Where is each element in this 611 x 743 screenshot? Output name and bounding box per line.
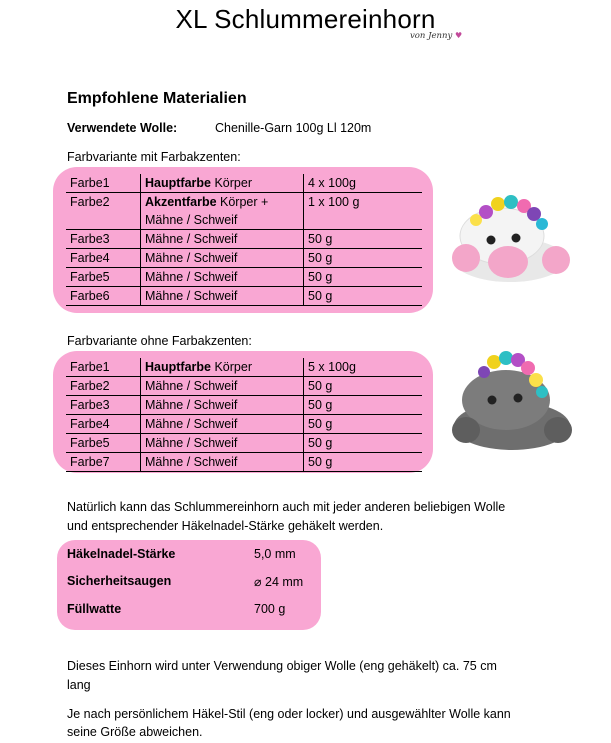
table-row [66, 434, 422, 453]
usage-cell [141, 230, 304, 249]
usage-cell [141, 268, 304, 287]
wool-value: Chenille-Garn 100g Ll 120m [215, 121, 372, 135]
usage-cell [141, 415, 304, 434]
usage-cell [141, 396, 304, 415]
usage-text: Mähne / Schweif [145, 455, 238, 469]
table-row [66, 453, 422, 472]
farbe-cell: Farbe4 [66, 249, 141, 268]
farbe-cell: Farbe1 [66, 174, 141, 193]
usage-text: Mähne / Schweif [145, 289, 238, 303]
table-row [66, 193, 422, 230]
usage-text: Mähne / Schweif [145, 436, 238, 450]
unicorn-grey-photo [446, 338, 574, 466]
usage-text: Körper [210, 176, 252, 190]
amount-cell: 50 g [304, 434, 423, 453]
usage-text: Mähne / Schweif [145, 398, 238, 412]
usage-bold: Hauptfarbe [145, 176, 211, 190]
usage-text: Körper + [216, 195, 269, 209]
footer-p1-line2: lang [67, 678, 91, 692]
note-line1: Natürlich kann das Schlummereinhorn auch mit jeder anderen beliebigen Wolle [67, 500, 506, 514]
table-row [66, 358, 422, 377]
tool-label: Häkelnadel-Stärke [67, 547, 176, 561]
footer-p1-line1: Dieses Einhorn wird unter Verwendung obiger Wolle (eng gehäkelt) ca. 75 cm [67, 659, 497, 673]
amount-cell: 50 g [304, 249, 423, 268]
usage-cell [141, 358, 304, 377]
usage-cell [141, 249, 304, 268]
amount-cell: 5 x 100g [304, 358, 423, 377]
usage-text: Körper [210, 360, 252, 374]
usage-cell [141, 174, 304, 193]
farbe-cell: Farbe3 [66, 230, 141, 249]
page-title: XL Schlummereinhorn [175, 4, 436, 34]
amount-cell: 1 x 100 g [304, 193, 423, 230]
tool-value: 5,0 mm [254, 547, 296, 561]
note-line2: und entsprechender Häkelnadel-Stärke gehäkelt werden. [67, 519, 384, 533]
usage-bold: Hauptfarbe [145, 360, 211, 374]
usage-bold: Akzentfarbe [145, 195, 217, 209]
usage-cell [141, 434, 304, 453]
amount-cell: 50 g [304, 396, 423, 415]
table-row [66, 396, 422, 415]
amount-cell: 50 g [304, 453, 423, 472]
author-signature: von Jenny ♥ [410, 31, 463, 41]
usage-cell [141, 377, 304, 396]
wool-label: Verwendete Wolle: [67, 121, 178, 135]
farbe-cell: Farbe7 [66, 453, 141, 472]
table-row [66, 287, 422, 306]
table-row [66, 249, 422, 268]
amount-cell: 50 g [304, 415, 423, 434]
amount-cell: 50 g [304, 377, 423, 396]
farbe-cell: Farbe2 [66, 193, 141, 230]
usage-text-line2: Mähne / Schweif [145, 213, 238, 227]
footer-p2-line1: Je nach persönlichem Häkel-Stil (eng oder locker) und ausgewählter Wolle kann [67, 707, 511, 721]
variant2-table [66, 358, 422, 472]
usage-text: Mähne / Schweif [145, 379, 238, 393]
variant2-caption: Farbvariante ohne Farbakzenten: [67, 334, 252, 348]
farbe-cell: Farbe5 [66, 268, 141, 287]
variant1-caption: Farbvariante mit Farbakzenten: [67, 150, 241, 164]
amount-cell: 50 g [304, 268, 423, 287]
farbe-cell: Farbe6 [66, 287, 141, 306]
table-row [66, 230, 422, 249]
farbe-cell: Farbe4 [66, 415, 141, 434]
tool-value: ⌀ 24 mm [254, 575, 304, 589]
usage-cell [141, 193, 304, 230]
farbe-cell: Farbe1 [66, 358, 141, 377]
tool-label: Sicherheitsaugen [67, 574, 172, 588]
tool-label: Füllwatte [67, 602, 122, 616]
usage-cell [141, 287, 304, 306]
farbe-cell: Farbe2 [66, 377, 141, 396]
table-row [66, 268, 422, 287]
amount-cell: 50 g [304, 287, 423, 306]
table-row [66, 415, 422, 434]
farbe-cell: Farbe5 [66, 434, 141, 453]
footer-p2-line2: seine Größe abweichen. [67, 725, 203, 739]
table-row [66, 377, 422, 396]
variant1-table [66, 174, 422, 306]
usage-text: Mähne / Schweif [145, 251, 238, 265]
heart-icon: ♥ [455, 31, 463, 40]
amount-cell: 50 g [304, 230, 423, 249]
amount-cell: 4 x 100g [304, 174, 423, 193]
section-heading: Empfohlene Materialien [67, 90, 247, 107]
tool-value: 700 g [254, 602, 286, 616]
farbe-cell: Farbe3 [66, 396, 141, 415]
usage-text: Mähne / Schweif [145, 232, 238, 246]
usage-cell [141, 453, 304, 472]
unicorn-white-photo [446, 174, 574, 302]
usage-text: Mähne / Schweif [145, 270, 238, 284]
usage-text: Mähne / Schweif [145, 417, 238, 431]
table-row [66, 174, 422, 193]
